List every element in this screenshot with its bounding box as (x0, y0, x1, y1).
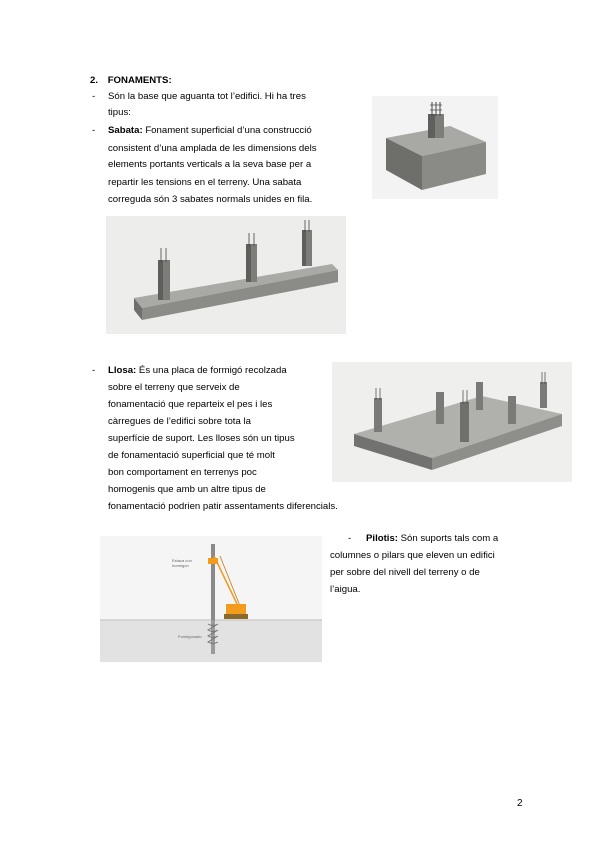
pile-label-bottom: Formigonado (178, 634, 202, 639)
llosa-line-9: fonamentació podrien patir assentaments diferencials. (108, 501, 338, 512)
sabata-definition: Fonament superficial d’una construcció (142, 125, 312, 136)
bullet-marker: - (92, 125, 96, 136)
llosa-line-5: superfície de suport. Les lloses són un tipus (108, 433, 295, 444)
pilotis-line-3: per sobre del nivell del terreny o de (330, 567, 480, 578)
pilotis-definition: Són suports tals com a (397, 533, 499, 544)
llosa-line-2: sobre el terreny que serveix de (108, 382, 240, 393)
strip-footing-illustration (106, 216, 346, 334)
llosa-line-1 (108, 364, 287, 377)
bullet-marker: - (348, 533, 352, 544)
sabata-line-4: repartir les tensions en el terreny. Una sabata (108, 177, 302, 188)
sabata-term: Sabata: (108, 125, 143, 136)
llosa-line-3: fonamentació que reparteix el pes i les (108, 399, 273, 410)
bullet-marker: - (92, 91, 96, 102)
sabata-line-2: consistent d’una amplada de les dimensions dels (108, 143, 317, 154)
llosa-term: Llosa: (108, 365, 137, 376)
pilotis-line-1 (366, 532, 498, 545)
sabata-line-3: elements portants verticals a la seva base per a (108, 159, 312, 170)
section-heading (90, 74, 172, 87)
pile-label-top: Estaca con hormigón (172, 558, 192, 568)
slab-foundation-image (332, 362, 572, 482)
sabata-line-5: correguda són 3 sabates normals unides en fila. (108, 194, 313, 205)
pilotis-line-2: columnes o pilars que eleven un edifici (330, 550, 495, 561)
slab-foundation-illustration (332, 362, 572, 482)
pilotis-term: Pilotis: (366, 533, 398, 544)
strip-footing-image (106, 216, 346, 334)
llosa-line-7: bon comportament en terrenys poc (108, 467, 257, 478)
llosa-line-6: de fonamentació superficial que té molt (108, 450, 275, 461)
llosa-line-4: càrregues de l’edifici sobre tota la (108, 416, 251, 427)
llosa-definition: És una placa de formigó recolzada (136, 365, 287, 376)
single-footing-image (372, 96, 498, 199)
pile-driving-image (100, 536, 322, 662)
pile-driving-illustration (100, 536, 322, 662)
sabata-line-1 (108, 124, 312, 137)
section-number: 2. (90, 75, 99, 86)
llosa-line-8: homogenis que amb un altre tipus de (108, 484, 266, 495)
pilotis-line-4: l’aigua. (330, 584, 361, 595)
intro-line-1: Són la base que aguanta tot l’edifici. Hi ha tres (108, 91, 306, 102)
page-number: 2 (517, 798, 523, 809)
section-title: FONAMENTS: (107, 75, 172, 86)
bullet-marker: - (92, 365, 96, 376)
intro-line-2: tipus: (108, 107, 131, 118)
single-footing-illustration (372, 96, 498, 199)
